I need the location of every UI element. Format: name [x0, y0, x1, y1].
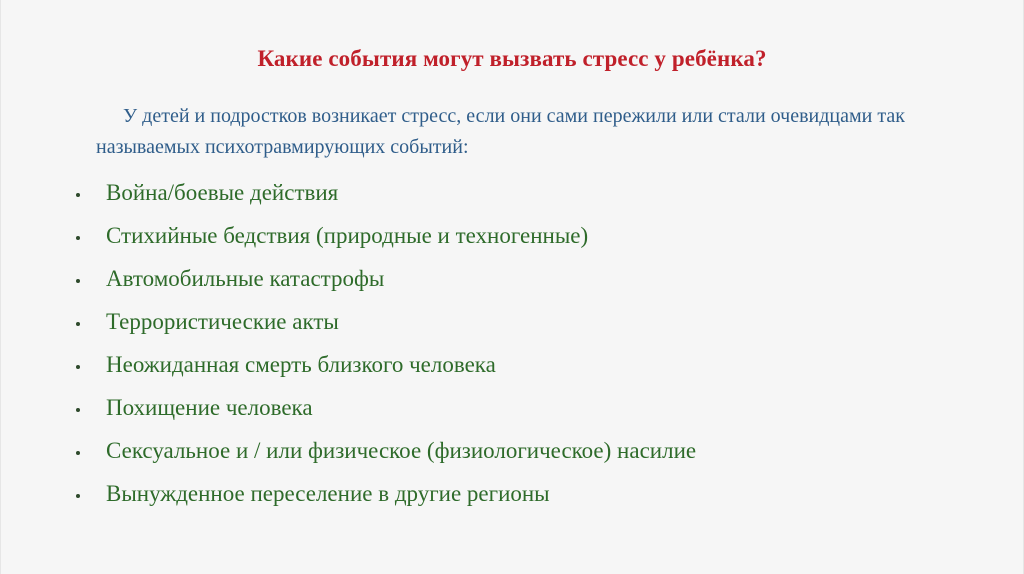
list-item — [76, 347, 696, 390]
bullet-icon — [76, 279, 80, 283]
list-item — [76, 218, 696, 261]
list-item-label: Похищение человека — [106, 395, 313, 420]
events-list — [76, 175, 696, 519]
bullet-icon — [76, 322, 80, 326]
list-item — [76, 476, 696, 519]
list-item — [76, 304, 696, 347]
list-item-label: Стихийные бедствия (природные и техногенные) — [106, 223, 589, 248]
bullet-icon — [76, 408, 80, 412]
slide-title: Какие события могут вызвать стресс у ребёнка? — [257, 46, 767, 71]
intro-paragraph — [96, 101, 916, 163]
list-item — [76, 261, 696, 304]
bullet-icon — [76, 365, 80, 369]
list-item — [76, 390, 696, 433]
list-item — [76, 175, 696, 218]
list-item-label: Война/боевые действия — [106, 180, 339, 205]
list-item-label: Сексуальное и / или физическое (физиологическое) насилие — [106, 438, 697, 463]
list-item-label: Вынужденное переселение в другие регионы — [106, 481, 550, 506]
bullet-icon — [76, 236, 80, 240]
bullet-icon — [76, 451, 80, 455]
intro-text: У детей и подростков возникает стресс, если они сами пережили или стали очевидцами так называемых психотравмирующих событий: — [96, 105, 905, 158]
list-item-label: Террористические акты — [106, 309, 339, 334]
list-item-label: Автомобильные катастрофы — [106, 266, 385, 291]
bullet-icon — [76, 193, 80, 197]
list-item — [76, 433, 696, 476]
bullet-icon — [76, 494, 80, 498]
list-item-label: Неожиданная смерть близкого человека — [106, 352, 496, 377]
